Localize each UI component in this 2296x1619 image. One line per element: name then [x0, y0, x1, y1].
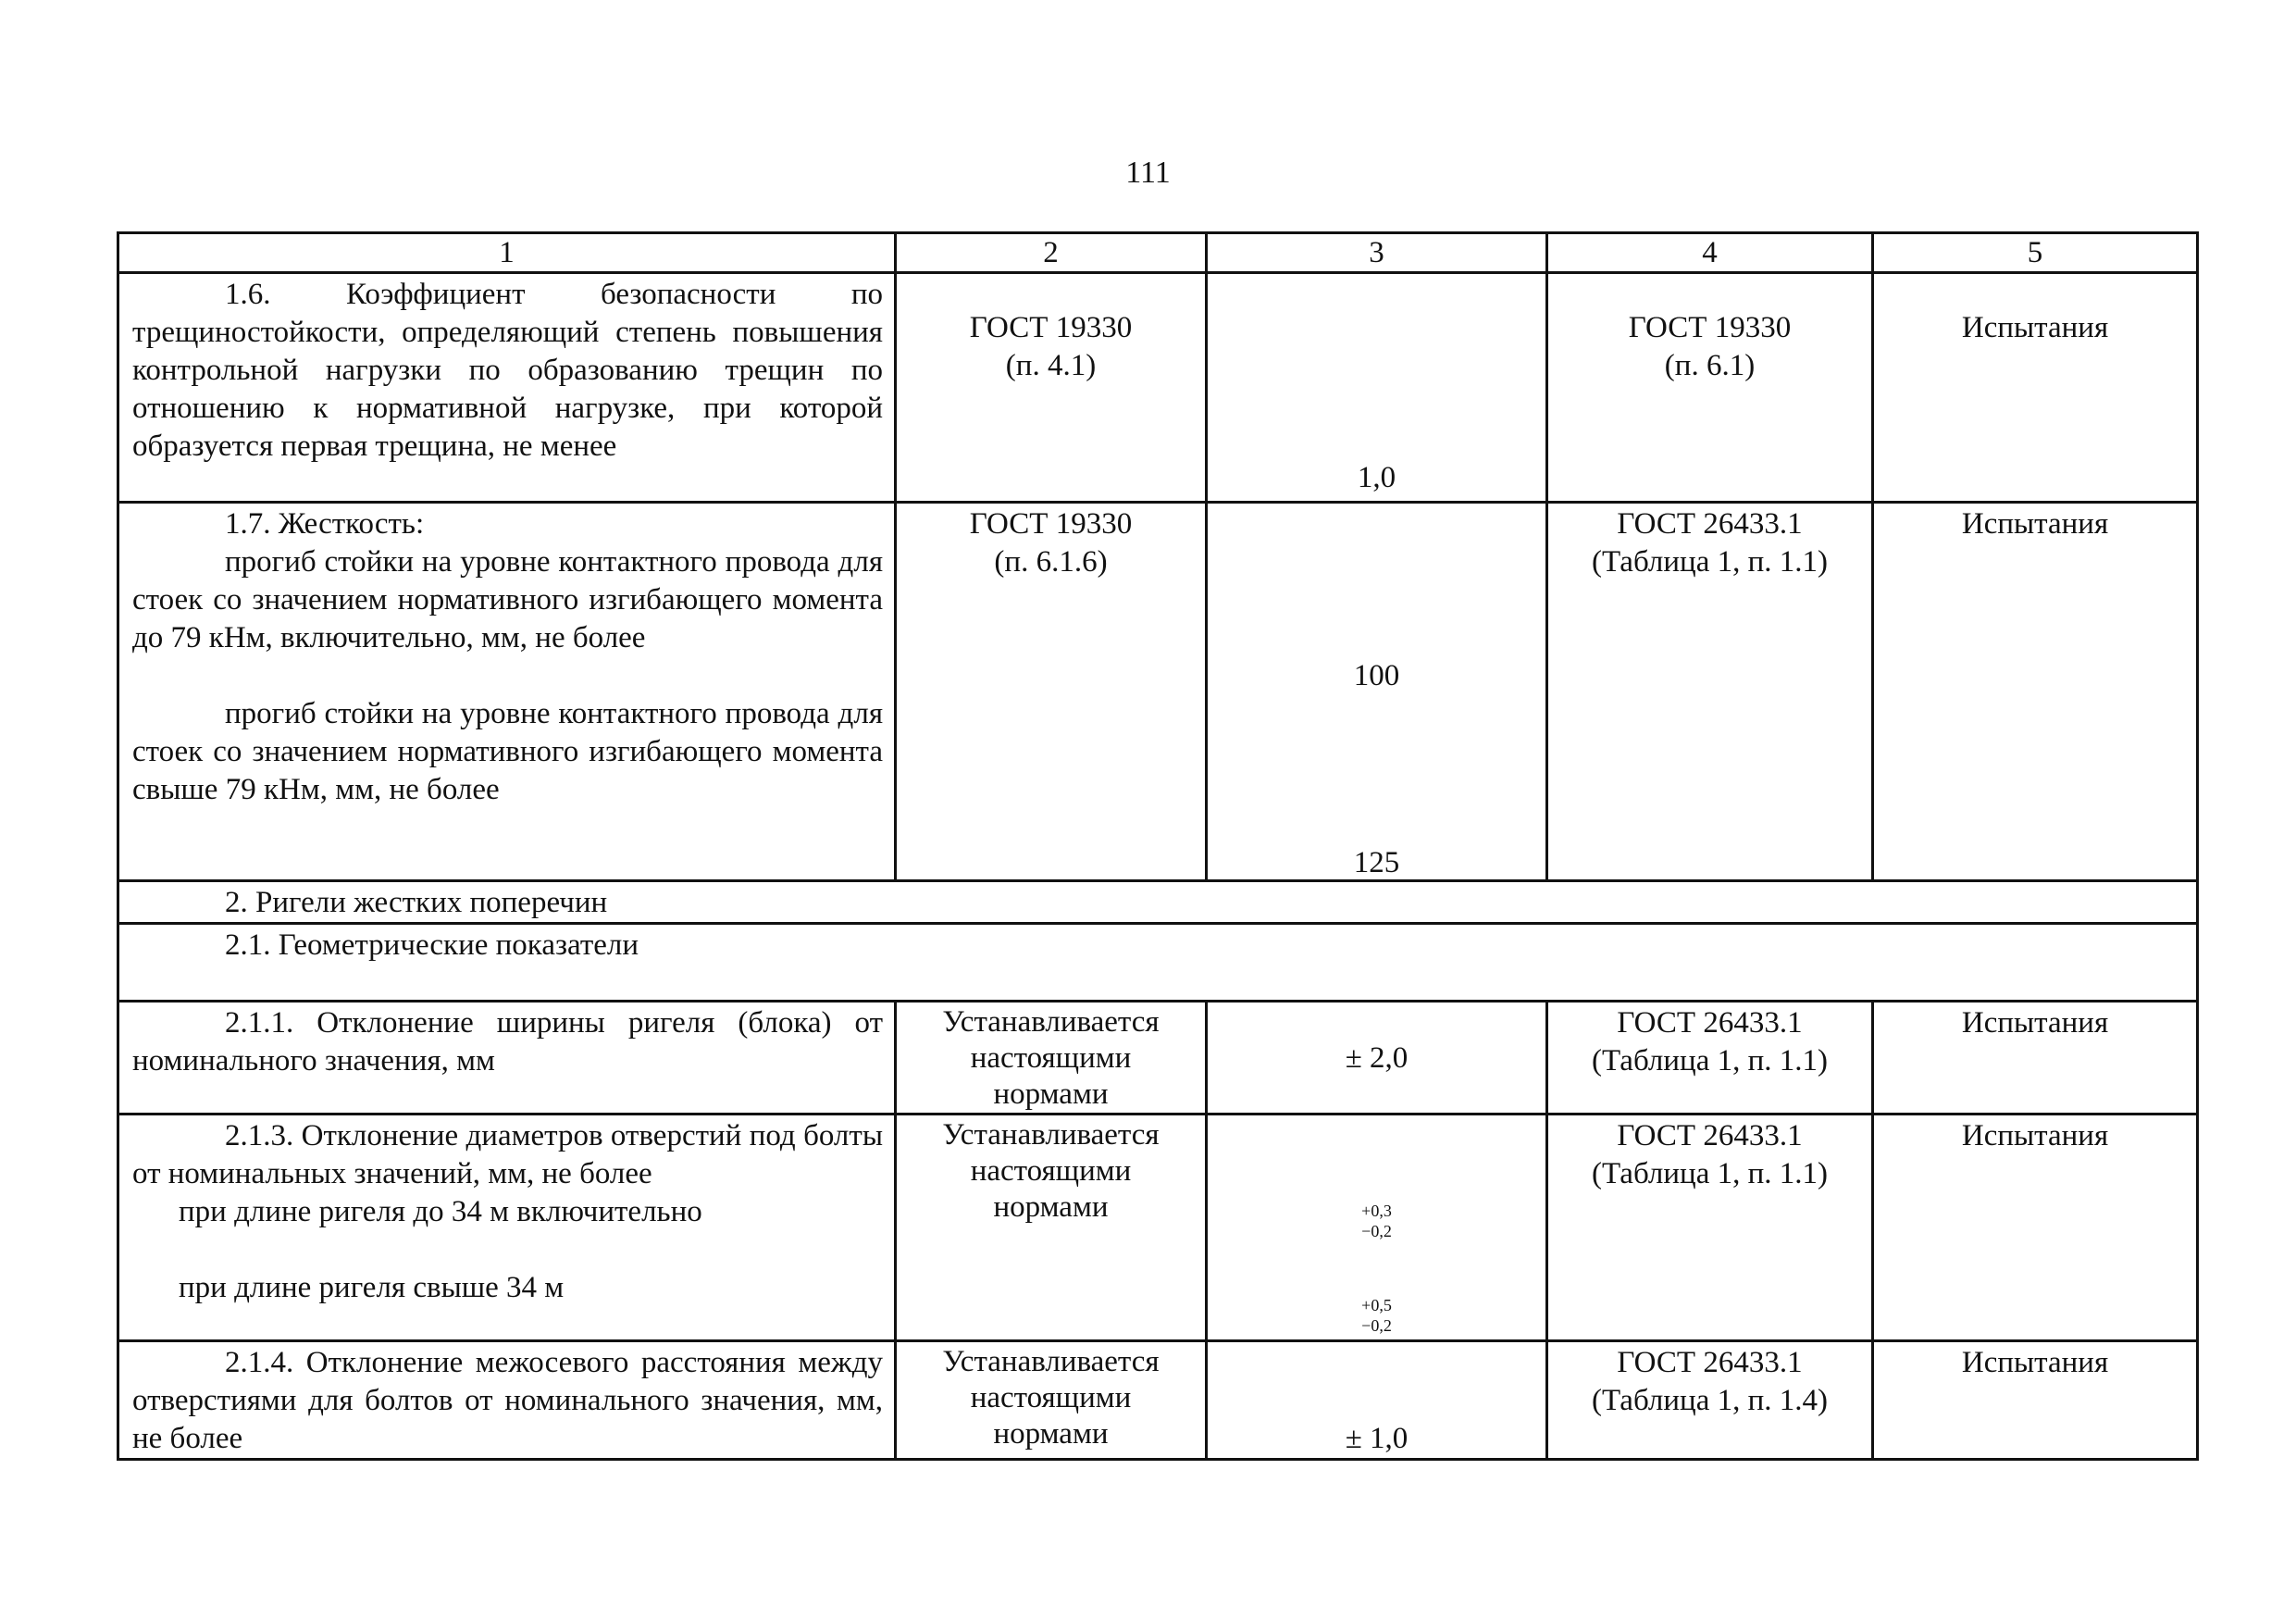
row-1-6-method: ГОСТ 19330 (п. 6.1) — [1547, 273, 1873, 503]
tolerance-up-to-34m: +0,3 −0,2 — [1361, 1202, 1392, 1240]
section-2-title: 2. Ригели жестких поперечин — [118, 881, 2198, 924]
section-2-1-title: 2.1. Геометрические показатели — [118, 924, 2198, 1002]
section-row — [118, 924, 2198, 1002]
row-2-1-1-description: 2.1.1. Отклонение ширины ригеля (блока) от номинального значения, мм — [118, 1002, 896, 1115]
row-2-1-3-standard: Устанавливается настоящими нормами — [896, 1115, 1207, 1341]
deflection-value-over-79: 125 — [1353, 846, 1400, 879]
table-row — [118, 1341, 2198, 1460]
page-number: 111 — [1125, 156, 1171, 190]
header-row — [118, 233, 2198, 273]
row-2-1-4-description: 2.1.4. Отклонение межосевого расстояния между отверстиями для болтов от номинального значения, мм, не более — [118, 1341, 896, 1460]
specification-table — [117, 231, 2199, 1461]
row-2-1-3-method: ГОСТ 26433.1 (Таблица 1, п. 1.1) — [1547, 1115, 1873, 1341]
row-1-7-standard: ГОСТ 19330 (п. 6.1.6) — [896, 503, 1207, 881]
row-1-7-control: Испытания — [1873, 503, 2198, 881]
table-row — [118, 1002, 2198, 1115]
header-col-2: 2 — [896, 233, 1207, 273]
row-1-6-standard: ГОСТ 19330 (п. 4.1) — [896, 273, 1207, 503]
row-2-1-1-value: ± 2,0 — [1207, 1002, 1547, 1115]
row-2-1-4-standard: Устанавливается настоящими нормами — [896, 1341, 1207, 1460]
row-1-7-value — [1207, 503, 1547, 881]
header-col-3: 3 — [1207, 233, 1547, 273]
row-1-6-control: Испытания — [1873, 273, 2198, 503]
row-2-1-4-control: Испытания — [1873, 1341, 2198, 1460]
row-2-1-3-description: 2.1.3. Отклонение диаметров отверстий под болты от номинальных значений, мм, не более при длине ригеля до 34 м включительно при длине ригеля свыше 34 м — [118, 1115, 896, 1341]
row-1-6-description: 1.6. Коэффициент безопасности по трещиностойкости, определяющий степень повышения контрольной нагрузки по образованию трещин по отношению к нормативной нагрузке, при которой образуется первая трещина, не менее — [118, 273, 896, 503]
table-row — [118, 273, 2198, 503]
row-1-7-method: ГОСТ 26433.1 (Таблица 1, п. 1.1) — [1547, 503, 1873, 881]
row-2-1-1-control: Испытания — [1873, 1002, 2198, 1115]
row-2-1-3-value — [1207, 1115, 1547, 1341]
header-col-1: 1 — [118, 233, 896, 273]
deflection-value-up-to-79: 100 — [1353, 659, 1400, 692]
row-2-1-1-method: ГОСТ 26433.1 (Таблица 1, п. 1.1) — [1547, 1002, 1873, 1115]
row-2-1-4-value: ± 1,0 — [1207, 1341, 1547, 1460]
table-row — [118, 503, 2198, 881]
row-2-1-1-standard: Устанавливается настоящими нормами — [896, 1002, 1207, 1115]
row-1-7-description: 1.7. Жесткость: прогиб стойки на уровне контактного провода для стоек со значением нормативного изгибающего момента до 79 кНм, включительно, мм, не более прогиб стойки на уровне контактного провода для стоек со значением нормативного изгибающего момента свыше 79 кНм, мм, не более — [118, 503, 896, 881]
table-row — [118, 1115, 2198, 1341]
tolerance-over-34m: +0,5 −0,2 — [1361, 1296, 1392, 1335]
section-row — [118, 881, 2198, 924]
header-col-5: 5 — [1873, 233, 2198, 273]
header-col-4: 4 — [1547, 233, 1873, 273]
row-2-1-3-control: Испытания — [1873, 1115, 2198, 1341]
row-2-1-4-method: ГОСТ 26433.1 (Таблица 1, п. 1.4) — [1547, 1341, 1873, 1460]
row-1-6-value: 1,0 — [1207, 273, 1547, 503]
